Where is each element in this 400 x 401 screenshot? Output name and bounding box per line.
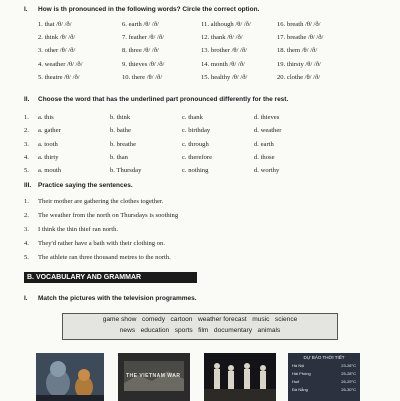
choice-option-b[interactable]: b. breathe [110,140,136,148]
pronunciation-item: 3. other /θ/ /ð/ [38,47,76,55]
weather-row [292,379,356,387]
choice-option-a[interactable]: a. this [38,114,54,122]
pronunciation-item: 20. clothe /θ/ /ð/ [277,73,321,81]
weather-row [292,371,356,379]
choice-option-c[interactable]: c. therefore [182,154,213,162]
practice-sentence [24,240,178,254]
weather-temp: 26-30°C [341,387,356,392]
cartoon-image [36,353,104,401]
practice-sentence [24,212,178,226]
section-1-instruction: I. How is th pronounced in the following words? Circle the correct option. [24,6,260,13]
sentence-text: Their mother are gathering the clothes together. [38,198,164,205]
section-3-instruction: III. Practice saying the sentences. [24,182,133,189]
picture-cartoon [36,353,104,401]
choice-row [24,138,354,151]
practice-sentence [24,198,178,212]
practice-sentence [24,254,178,268]
sentence-text: The athlete ran three thousand metres to the north. [38,254,171,261]
pronunciation-item: 2. think /θ/ /ð/ [38,34,76,42]
pronunciation-item: 14. month /θ/ /ð/ [201,60,245,68]
sentence-number: 1. [24,198,29,205]
choice-number: 1. [24,114,29,122]
weather-header: DỰ BÁO THỜI TIẾT [303,355,345,360]
choice-row [24,151,354,164]
vietnam-war-caption: THE VIETNAM WAR [126,373,181,379]
weather-city: Huế [292,379,300,384]
weather-row [292,363,356,371]
pronunciation-item: 11. although /θ/ /ð/ [201,21,251,28]
section-b-header: B. VOCABULARY AND GRAMMAR [24,272,197,283]
weather-city: Đà Nẵng [292,387,308,392]
pronunciation-item: 15. healthy /θ/ /ð/ [201,73,248,81]
weather-temp: 25-28°C [341,371,356,376]
word-box-line-2: news education sports film documentary animals [119,327,281,334]
pronunciation-item: 12. thank /θ/ /ð/ [201,34,243,42]
pronunciation-item: 6. earth /θ/ /ð/ [122,21,159,28]
pronunciation-item: 17. breathe /θ/ /ð/ [277,34,324,42]
section-b-instruction: I. Match the pictures with the television programmes. [24,295,197,302]
choice-number: 3. [24,140,29,148]
pronunciation-item: 4. weather /θ/ /ð/ [38,60,83,68]
choice-table [24,111,354,177]
choice-option-c[interactable]: c. through [182,140,209,148]
choice-option-c[interactable]: c. nothing [182,167,209,175]
weather-temp: 23-26°C [341,363,356,368]
choice-row [24,164,354,177]
sentence-number: 2. [24,212,29,219]
word-box-line-1: game show comedy cartoon weather forecast music science [102,316,298,323]
pronunciation-item: 13. brother /θ/ /ð/ [201,47,248,55]
choice-option-d[interactable]: d. worthy [254,167,280,175]
choice-option-d[interactable]: d. weather [254,127,282,135]
weather-temp: 26-29°C [341,379,356,384]
picture-weather-forecast [288,353,360,401]
pronunciation-item: 16. breath /θ/ /ð/ [277,21,321,28]
pronunciation-item: 10. there /θ/ /ð/ [122,73,163,81]
pronunciation-item: 19. thirsty /θ/ /ð/ [277,60,321,68]
picture-music [204,353,276,401]
choice-row [24,124,354,137]
pronunciation-item: 8. three /θ/ /ð/ [122,47,159,55]
weather-table [292,363,356,395]
choice-option-b[interactable]: b. than [110,154,128,162]
sentence-number: 5. [24,254,29,261]
weather-city: Hà Nội [292,363,305,368]
choice-option-d[interactable]: d. thieves [254,114,280,122]
sentence-text: I think the thin thief ran north. [38,226,119,233]
pronunciation-item: 5. theatre /θ/ /ð/ [38,73,80,81]
choice-option-a[interactable]: a. thirty [38,154,59,162]
choice-option-d[interactable]: d. earth [254,140,274,148]
word-box [62,313,338,340]
pronunciation-item: 18. them /θ/ /ð/ [277,47,318,55]
sentence-text: They'd rather have a bath with their clothing on. [38,240,165,247]
choice-number: 2. [24,127,29,135]
music-stage-image [204,353,276,401]
section-2-instruction: II. Choose the word that has the underlined part pronounced differently for the rest. [24,96,289,103]
choice-option-a[interactable]: a. tooth [38,140,58,148]
weather-city: Hải Phòng [292,371,311,376]
choice-option-b[interactable]: b. think [110,114,131,122]
choice-option-d[interactable]: d. those [254,154,275,162]
sentence-number: 4. [24,240,29,247]
choice-option-c[interactable]: c. birthday [182,127,211,135]
pronunciation-grid [38,21,363,87]
pronunciation-item: 7. feather /θ/ /ð/ [122,34,164,42]
sentence-text: The weather from the north on Thursdays is soothing [38,212,179,219]
weather-row [292,387,356,395]
choice-option-b[interactable]: b. bathe [110,127,131,135]
choice-option-c[interactable]: c. thank [182,114,203,122]
choice-row [24,111,354,124]
choice-number: 5. [24,167,29,175]
pronunciation-item: 9. thieves /θ/ /ð/ [122,60,165,68]
pronunciation-item: 1. that /θ/ /ð/ [38,21,72,28]
practice-sentence [24,226,178,240]
picture-documentary [118,353,190,401]
practice-sentences [24,198,178,268]
choice-option-b[interactable]: b. Thursday [110,167,142,175]
choice-number: 4. [24,154,29,162]
choice-option-a[interactable]: a. gather [38,127,61,135]
choice-option-a[interactable]: a. mouth [38,167,62,175]
sentence-number: 3. [24,226,29,233]
